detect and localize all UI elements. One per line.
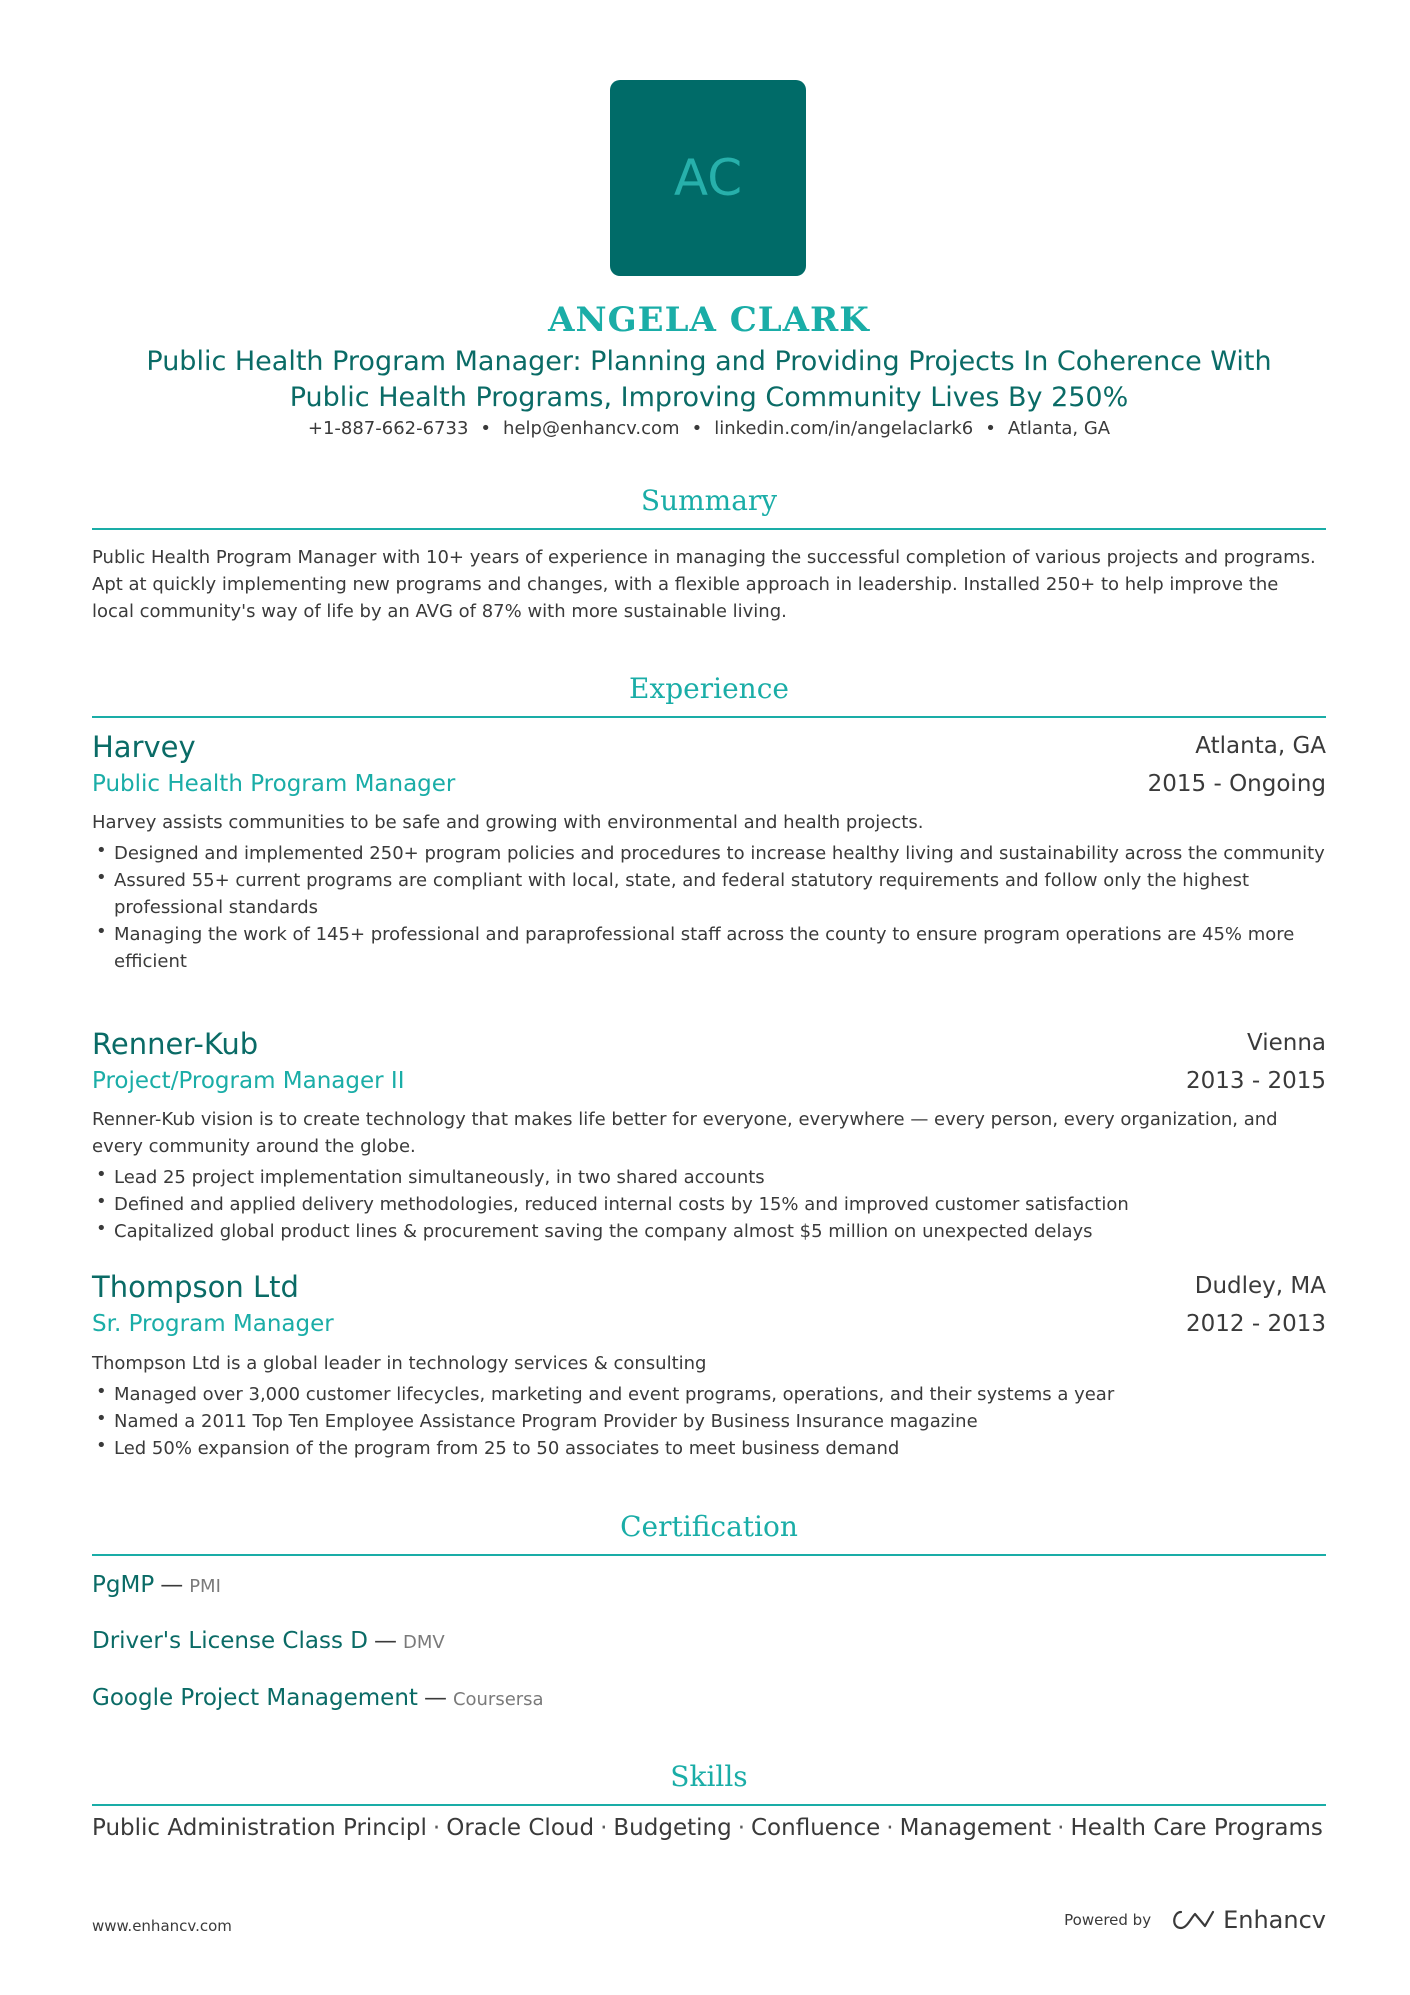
skills-list: [92, 1815, 1323, 1841]
separator-dot: ·: [432, 1815, 441, 1841]
skill-item: Public Administration Principl: [92, 1815, 427, 1841]
job-company: Thompson Ltd: [92, 1270, 299, 1304]
summary-heading: Summary: [640, 484, 778, 517]
separator-dot: ·: [886, 1815, 894, 1841]
contact-info: [92, 418, 1326, 439]
job-company: Renner-Kub: [92, 1027, 259, 1061]
job-bullets: [92, 1381, 1326, 1462]
certification-item: [92, 1572, 221, 1598]
summary-divider: [92, 528, 1326, 530]
skill-item: Oracle Cloud: [446, 1815, 595, 1841]
avatar: [610, 80, 806, 276]
footer-website[interactable]: www.enhancv.com: [92, 1917, 232, 1935]
job-bullets: [92, 840, 1326, 975]
job-company: Harvey: [92, 730, 196, 764]
job-bullet: • Defined and applied delivery methodologies, reduced internal costs by 15% and improved customer satisfaction: [92, 1191, 1326, 1218]
enhancv-wordmark: Enhancv: [1223, 1906, 1326, 1934]
job-bullet: • Capitalized global product lines & procurement saving the company almost $5 million on unexpected delays: [92, 1218, 1326, 1245]
job-location: Vienna: [1246, 1030, 1326, 1056]
skill-item: Management: [899, 1815, 1052, 1841]
job-description: Thompson Ltd is a global leader in technology services & consulting: [92, 1353, 707, 1374]
candidate-name: ANGELA CLARK: [548, 300, 870, 340]
certification-item: [92, 1685, 544, 1711]
job-dates: 2015 - Ongoing: [1147, 771, 1326, 797]
job-location: Dudley, MA: [1194, 1273, 1326, 1299]
job-dates: 2013 - 2015: [1186, 1068, 1326, 1094]
location: Atlanta, GA: [1007, 418, 1111, 439]
skills-heading: Skills: [670, 1760, 748, 1793]
job-dates: 2012 - 2013: [1186, 1311, 1326, 1337]
job-bullet: • Lead 25 project implementation simultaneously, in two shared accounts: [92, 1164, 1326, 1191]
experience-heading: Experience: [629, 672, 789, 705]
separator-dot: ·: [1057, 1815, 1065, 1841]
job-bullet: • Named a 2011 Top Ten Employee Assistance Program Provider by Business Insurance magazine: [92, 1408, 1326, 1435]
certification-issuer: PMI: [189, 1576, 221, 1597]
skills-divider: [92, 1804, 1326, 1806]
certification-heading: Certification: [620, 1510, 798, 1543]
linkedin[interactable]: linkedin.com/in/angelaclark6: [714, 418, 974, 439]
dash: —: [160, 1572, 184, 1598]
enhancv-logo[interactable]: [1169, 1906, 1326, 1934]
certification-name: Google Project Management: [92, 1685, 418, 1711]
certification-name: PgMP: [92, 1572, 155, 1598]
certification-name: Driver's License Class D: [92, 1628, 368, 1654]
certification-item: [92, 1628, 445, 1654]
job-bullet: • Led 50% expansion of the program from 25 to 50 associates to meet business demand: [92, 1435, 1326, 1462]
job-role: Project/Program Manager II: [92, 1068, 405, 1094]
separator-dot: ·: [737, 1815, 745, 1841]
certification-issuer: DMV: [402, 1632, 445, 1653]
experience-divider: [92, 716, 1326, 718]
skill-item: Health Care Programs: [1070, 1815, 1323, 1841]
job-role: Sr. Program Manager: [92, 1311, 334, 1337]
job-bullet: • Assured 55+ current programs are compliant with local, state, and federal statutory requirements and follow only the highest professional standards: [92, 867, 1326, 921]
job-bullets: [92, 1164, 1326, 1245]
separator-dot: •: [691, 418, 703, 439]
phone[interactable]: +1-887-662-6733: [307, 418, 469, 439]
job-bullet: • Managing the work of 145+ professional and paraprofessional staff across the county to ensure program operations are 45% more efficient: [92, 921, 1326, 975]
enhancv-logo-icon: [1169, 1908, 1215, 1932]
powered-by-label: Powered by: [1064, 1911, 1152, 1929]
avatar-initials: AC: [673, 149, 743, 207]
job-bullet: • Managed over 3,000 customer lifecycles, marketing and event programs, operations, and their systems a year: [92, 1381, 1326, 1408]
headline-line-1: Public Health Program Manager: Planning and Providing Projects In Coherence With: [146, 346, 1272, 377]
dash: —: [423, 1685, 447, 1711]
footer-branding: [1064, 1906, 1326, 1934]
dash: —: [373, 1628, 397, 1654]
certification-divider: [92, 1554, 1326, 1556]
certification-issuer: Coursersa: [452, 1689, 544, 1710]
job-description: Harvey assists communities to be safe and growing with environmental and health projects.: [92, 812, 924, 833]
job-description: Renner-Kub vision is to create technology that makes life better for everyone, everywhere — every person, every organization, and every community around the globe.: [92, 1109, 1278, 1157]
separator-dot: ·: [600, 1815, 608, 1841]
skill-item: Confluence: [751, 1815, 881, 1841]
separator-dot: •: [480, 418, 492, 439]
job-role: Public Health Program Manager: [92, 771, 456, 797]
summary-text: Public Health Program Manager with 10+ years of experience in managing the successful completion of various projects and programs. Apt at quickly implementing new programs and changes, with a flexible approach in leadership. Installed 250+ to help improve the local community's way of life by an AVG of 87% with more sustainable living.: [92, 547, 1316, 622]
headline: [92, 344, 1326, 416]
skill-item: Budgeting: [613, 1815, 732, 1841]
job-bullet: • Designed and implemented 250+ program policies and procedures to increase healthy living and sustainability across the community: [92, 840, 1326, 867]
separator-dot: •: [985, 418, 996, 439]
email[interactable]: help@enhancv.com: [503, 418, 680, 439]
job-location: Atlanta, GA: [1195, 733, 1326, 759]
headline-line-2: Public Health Programs, Improving Community Lives By 250%: [289, 382, 1129, 413]
